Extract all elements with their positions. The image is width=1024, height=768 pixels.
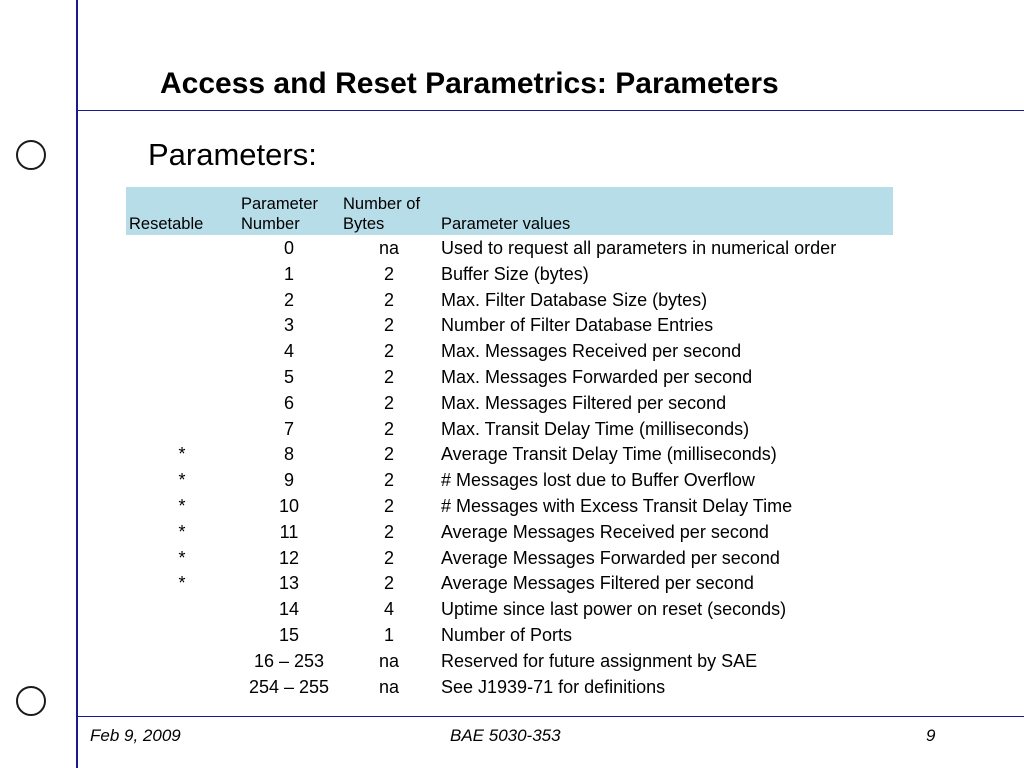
table-row bbox=[126, 416, 893, 442]
footer-rule bbox=[76, 716, 1024, 717]
cell-parameter-value: # Messages with Excess Transit Delay Time bbox=[441, 495, 793, 516]
cell-parameter-number: 254 – 255 bbox=[248, 676, 330, 697]
cell-resetable bbox=[126, 364, 238, 390]
cell-resetable: * bbox=[178, 444, 186, 465]
table-body bbox=[126, 235, 893, 699]
cell-parameter-number: 15 bbox=[278, 624, 300, 645]
cell-number-of-bytes: na bbox=[378, 676, 400, 697]
cell-number-of-bytes: 2 bbox=[383, 495, 394, 516]
table-row bbox=[126, 364, 893, 390]
slide-subtitle: Parameters: bbox=[148, 137, 317, 172]
cell-parameter-value: Number of Ports bbox=[441, 624, 573, 645]
bullet-circle-top bbox=[16, 140, 46, 170]
header-resetable: Resetable bbox=[126, 187, 238, 235]
cell-parameter-value: Buffer Size (bytes) bbox=[441, 263, 589, 284]
footer-course: BAE 5030-353 bbox=[450, 726, 561, 745]
cell-resetable bbox=[126, 312, 238, 338]
table-row bbox=[126, 261, 893, 287]
table-row bbox=[126, 596, 893, 622]
cell-resetable bbox=[126, 390, 238, 416]
cell-parameter-value: Reserved for future assignment by SAE bbox=[441, 650, 758, 671]
table-row bbox=[126, 338, 893, 364]
cell-parameter-number: 14 bbox=[278, 599, 300, 620]
cell-parameter-number: 2 bbox=[283, 289, 294, 310]
cell-parameter-number: 7 bbox=[283, 418, 294, 439]
cell-resetable bbox=[126, 622, 238, 648]
cell-number-of-bytes: na bbox=[378, 650, 400, 671]
cell-parameter-number: 9 bbox=[283, 470, 294, 491]
cell-number-of-bytes: na bbox=[378, 238, 400, 258]
cell-number-of-bytes: 2 bbox=[383, 289, 394, 310]
cell-parameter-value: Average Messages Forwarded per second bbox=[441, 547, 780, 568]
cell-number-of-bytes: 1 bbox=[383, 624, 394, 645]
cell-parameter-value: Max. Filter Database Size (bytes) bbox=[441, 289, 708, 310]
table-row bbox=[126, 287, 893, 313]
cell-number-of-bytes: 2 bbox=[383, 263, 394, 284]
cell-parameter-number: 10 bbox=[278, 495, 300, 516]
header-parameter-number: Parameter Number bbox=[238, 187, 340, 235]
table-row bbox=[126, 545, 893, 571]
cell-parameter-number: 16 – 253 bbox=[253, 650, 325, 671]
table-row bbox=[126, 467, 893, 493]
cell-parameter-number: 11 bbox=[279, 521, 299, 542]
cell-parameter-value: Average Messages Received per second bbox=[441, 521, 769, 542]
header-parameter-values: Parameter values bbox=[438, 187, 893, 235]
cell-parameter-value: Used to request all parameters in numerical order bbox=[441, 238, 837, 258]
table-row bbox=[126, 493, 893, 519]
parameters-table bbox=[126, 187, 893, 699]
table-row bbox=[126, 570, 893, 596]
header-number-of-bytes: Number of Bytes bbox=[340, 187, 438, 235]
cell-resetable bbox=[126, 261, 238, 287]
cell-parameter-value: Max. Messages Received per second bbox=[441, 341, 742, 362]
table-row bbox=[126, 622, 893, 648]
table-row bbox=[126, 648, 893, 674]
cell-parameter-value: # Messages lost due to Buffer Overflow bbox=[441, 470, 755, 491]
cell-number-of-bytes: 2 bbox=[383, 341, 394, 362]
cell-number-of-bytes: 2 bbox=[383, 392, 394, 413]
cell-parameter-number: 4 bbox=[283, 341, 294, 362]
cell-parameter-value: Average Transit Delay Time (milliseconds) bbox=[441, 444, 777, 465]
cell-parameter-number: 12 bbox=[278, 547, 300, 568]
cell-parameter-number: 6 bbox=[283, 392, 294, 413]
table-header-row bbox=[126, 187, 893, 235]
cell-resetable bbox=[126, 416, 238, 442]
bullet-circle-bottom bbox=[16, 686, 46, 716]
cell-parameter-number: 8 bbox=[283, 444, 294, 465]
table-row bbox=[126, 519, 893, 545]
cell-number-of-bytes: 2 bbox=[383, 573, 394, 594]
cell-parameter-number: 5 bbox=[283, 366, 294, 387]
cell-resetable bbox=[126, 287, 238, 313]
cell-parameter-value: Number of Filter Database Entries bbox=[441, 315, 714, 336]
table-row bbox=[126, 674, 893, 700]
cell-resetable: * bbox=[178, 470, 186, 491]
footer-page-number: 9 bbox=[926, 726, 936, 745]
cell-number-of-bytes: 2 bbox=[383, 418, 394, 439]
title-rule bbox=[76, 110, 1024, 111]
table-row bbox=[126, 312, 893, 338]
cell-resetable bbox=[126, 674, 238, 700]
footer-date: Feb 9, 2009 bbox=[90, 726, 181, 745]
cell-number-of-bytes: 2 bbox=[383, 470, 394, 491]
cell-resetable bbox=[126, 235, 238, 261]
cell-parameter-number: 0 bbox=[283, 238, 294, 258]
cell-number-of-bytes: 2 bbox=[383, 547, 394, 568]
cell-number-of-bytes: 2 bbox=[383, 315, 394, 336]
cell-resetable: * bbox=[178, 495, 186, 516]
cell-resetable: * bbox=[178, 521, 186, 542]
cell-resetable: * bbox=[178, 547, 186, 568]
cell-parameter-value: Max. Transit Delay Time (milliseconds) bbox=[441, 418, 750, 439]
cell-resetable bbox=[126, 648, 238, 674]
cell-number-of-bytes: 2 bbox=[383, 366, 394, 387]
cell-parameter-number: 1 bbox=[283, 263, 294, 284]
cell-resetable bbox=[126, 596, 238, 622]
cell-number-of-bytes: 2 bbox=[383, 521, 394, 542]
cell-parameter-value: Average Messages Filtered per second bbox=[441, 573, 754, 594]
table-row bbox=[126, 235, 893, 261]
cell-number-of-bytes: 4 bbox=[383, 599, 394, 620]
left-vertical-rule bbox=[76, 0, 78, 768]
cell-resetable bbox=[126, 338, 238, 364]
cell-resetable: * bbox=[178, 573, 186, 594]
slide-title: Access and Reset Parametrics: Parameters bbox=[160, 67, 779, 100]
table-row bbox=[126, 441, 893, 467]
cell-parameter-number: 3 bbox=[283, 315, 294, 336]
cell-parameter-value: Max. Messages Forwarded per second bbox=[441, 366, 753, 387]
cell-parameter-value: Uptime since last power on reset (seconds) bbox=[441, 599, 787, 620]
cell-parameter-number: 13 bbox=[278, 573, 300, 594]
cell-parameter-value: See J1939-71 for definitions bbox=[441, 676, 666, 697]
cell-number-of-bytes: 2 bbox=[383, 444, 394, 465]
cell-parameter-value: Max. Messages Filtered per second bbox=[441, 392, 727, 413]
table-row bbox=[126, 390, 893, 416]
